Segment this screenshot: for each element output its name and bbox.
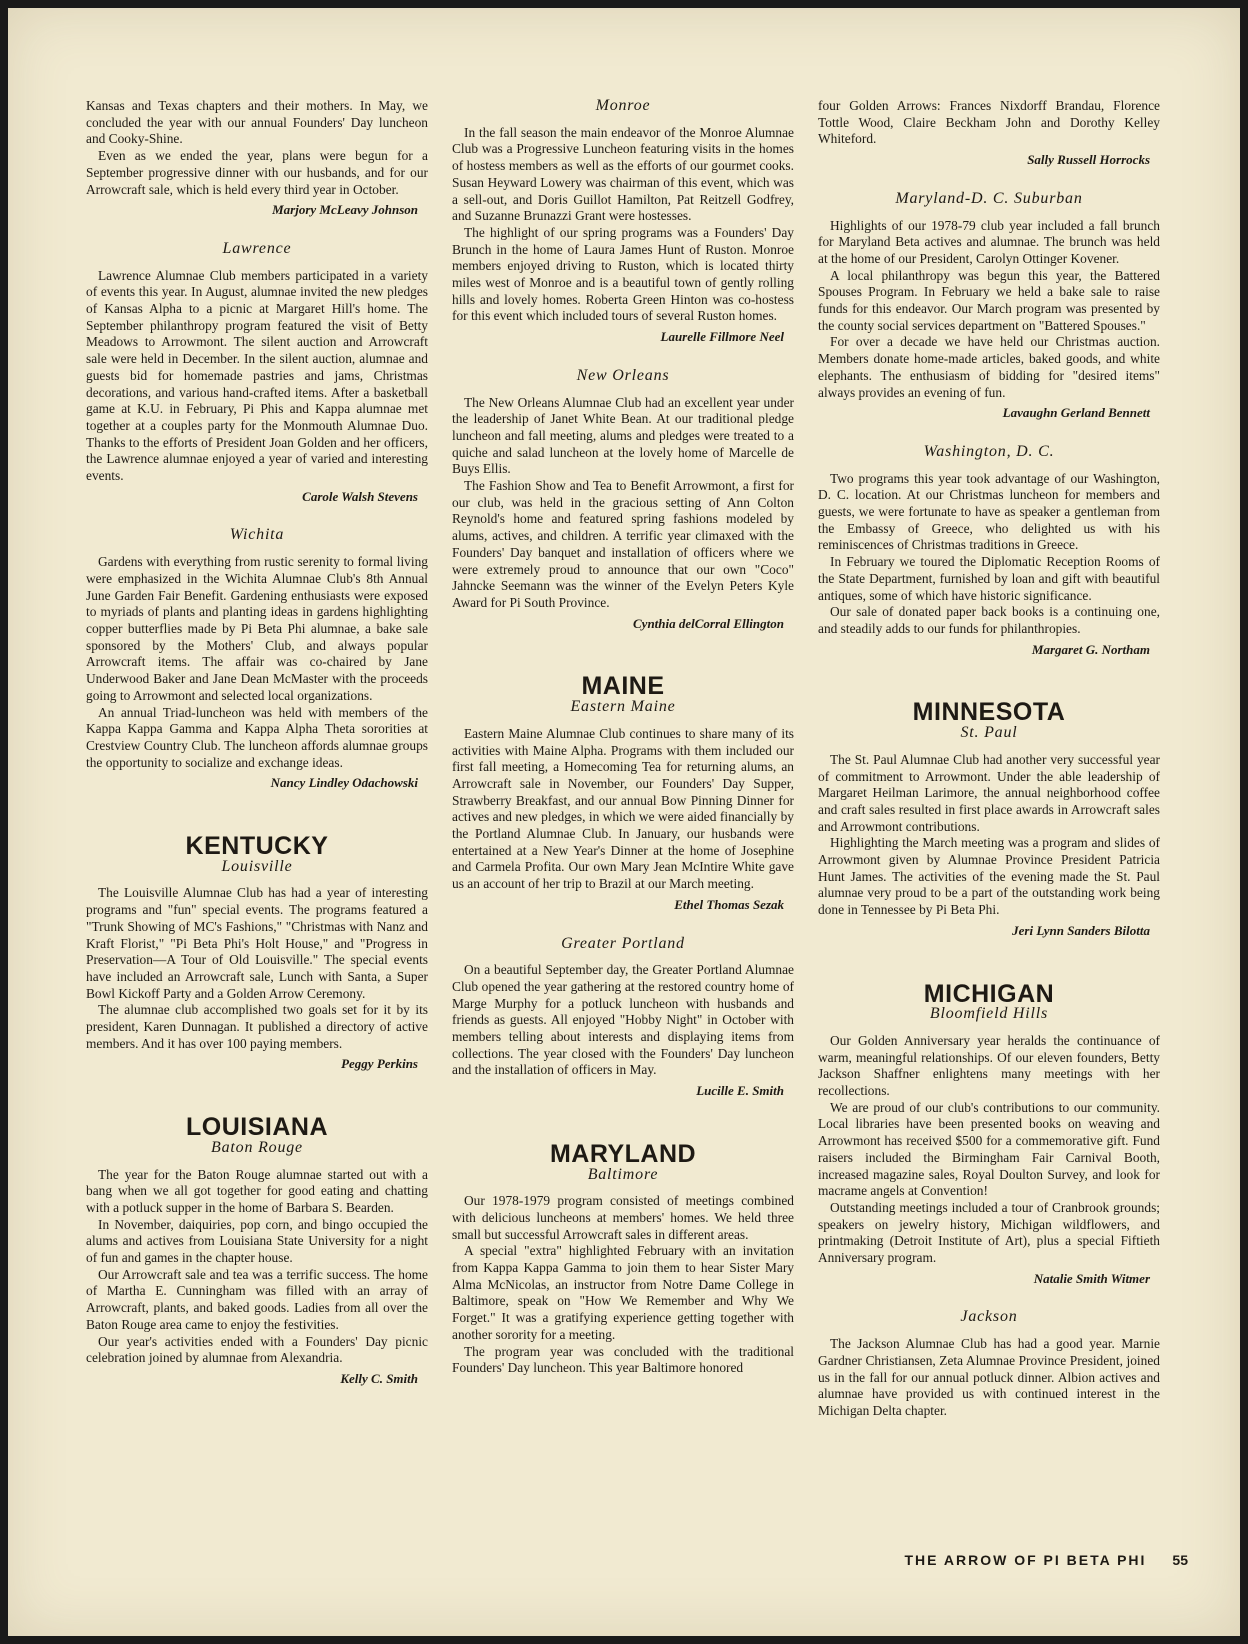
michigan-state-heading: MICHIGAN (923, 979, 1055, 1008)
jackson-paragraph-1: The Jackson Alumnae Club has had a good year. Marnie Gardner Christiansen, Zeta Alumnae Province President, joined us in the fall for our annual potluck dinner. Albion actives and alumnae have provided us with continued interest in the Michigan Delta chapter. (818, 1336, 1160, 1418)
new-orleans-signature: Cynthia delCorral Ellington (633, 615, 784, 631)
eastern-maine-heading: Eastern Maine (570, 698, 676, 716)
baton-rouge-signature: Kelly C. Smith (340, 1371, 418, 1386)
maryland-dc-paragraph-3: For over a decade we have held our Christmas auction. Members donate home-made articles, baked goods, and white elephants. The enthusiasm of bidding for "desired items" always provides an evening of fun. (818, 334, 1160, 400)
wichita-heading: Wichita (229, 526, 285, 544)
bloomfield-paragraph-3: Outstanding meetings included a tour of Cranbrook grounds; speakers on jewelry history, Michigan wildflowers, and printmaking (Detroit Institute of Art), plus a special Fiftieth Anniversary program. (818, 1199, 1160, 1266)
page-number: 55 (1172, 1552, 1188, 1568)
bloomfield-signature: Natalie Smith Witmer (1033, 1270, 1150, 1286)
footer-publication-title: THE ARROW OF PI BETA PHI (904, 1552, 1147, 1568)
greater-portland-paragraph-1: On a beautiful September day, the Greater Portland Alumnae Club opened the year gathering at the restored country home of Marge Murphy for a potluck luncheon with husbands and friends as guests. All enjoyed "Hobby Night" in October with members telling about interests and displaying items from collections. The year closed with the Founders' Day luncheon and the installation of officers in May. (452, 962, 794, 1078)
column-middle (452, 98, 794, 1377)
maryland-dc-paragraph-1: Highlights of our 1978-79 club year included a fall brunch for Maryland Beta actives and alumnae. The brunch was held at the home of our President, Carolyn Ottinger Kovener. (818, 217, 1160, 266)
baltimore-paragraph-1: Our 1978-1979 program consisted of meetings combined with delicious luncheons at members' homes. We held three small but successful Arrowcraft sales in different areas. (452, 1193, 794, 1242)
washington-paragraph-2: In February we toured the Diplomatic Reception Rooms of the State Department, furnished by loan and gift with beautiful antiques, some of which have historic significance. (818, 554, 1160, 603)
st-paul-heading: St. Paul (960, 724, 1018, 742)
monroe-paragraph-1: In the fall season the main endeavor of the Monroe Alumnae Club was a Progressive Luncheon featuring visits in the homes of hostess members as well as the efforts of our gourmet cooks. Susan Heyward Lowery was chairman of this event, which was a sell-out, and Doris Guillot Hamilton, Pat Reitzell Godfrey, and Suzanne Brunazzi Grant were hostesses. (452, 124, 794, 224)
monroe-signature: Laurelle Fillmore Neel (660, 329, 784, 345)
washington-dc-heading: Washington, D. C. (923, 442, 1055, 460)
maryland-dc-paragraph-2: A local philanthropy was begun this year, the Battered Spouses Program. In February we held a bake sale to raise funds for this endeavor. Our March program was presented by the county social services department on "Battered Spouses." (818, 267, 1160, 333)
monroe-heading: Monroe (595, 97, 651, 114)
lawrence-paragraph-1: Lawrence Alumnae Club members participated in a variety of events this year. In August, alumnae invited the new pledges of Kansas Alpha to a picnic at Margaret Hill's home. The September philanthropy program featured the visit of Betty Meadows to Arrowmont. The silent auction and Arrowcraft sale were held in December. In the silent auction, alumnae and guests bid for homemade pastries and jams, Christmas decorations, and various hand-crafted items. After a basketball game at K.U. in February, Pi Phis and Kappa alumnae met together at a couples party for the Monmouth Alumnae Duo. Thanks to the efforts of President Joan Golden and her officers, the Lawrence alumnae enjoyed a year of varied and interesting events. (86, 267, 428, 484)
louisville-paragraph-2: The alumnae club accomplished two goals set for it by its president, Karen Dunnagan. It published a directory of active members. And it has over 100 paying members. (86, 1002, 428, 1051)
column-left (86, 98, 428, 1388)
eastern-maine-signature: Ethel Thomas Sezak (674, 896, 784, 912)
bloomfield-paragraph-1: Our Golden Anniversary year heralds the continuance of warm, meaningful relationships. Of our eleven founders, Betty Jackson Shaffner enlightens many meetings with her recollections. (818, 1032, 1160, 1099)
washington-paragraph-1: Two programs this year took advantage of our Washington, D. C. location. At our Christmas luncheon for members and guests, we were fortunate to have as speaker a gentleman from the Embassy of Greece, who delighted us with his reminiscences of Christmas traditions in Greece. (818, 470, 1160, 553)
st-paul-signature: Jeri Lynn Sanders Bilotta (1012, 922, 1150, 938)
jackson-heading: Jackson (960, 1308, 1018, 1326)
baltimore-paragraph-3: The program year was concluded with the traditional Founders' Day luncheon. This year Baltimore honored (452, 1343, 794, 1376)
greater-portland-heading: Greater Portland (561, 934, 685, 952)
column-right (818, 98, 1160, 1420)
baton-rouge-paragraph-2: In November, daiquiries, pop corn, and bingo occupied the alums and actives from Louisiana State University for a night of fun and games in the chapter house. (86, 1216, 428, 1266)
maryland-dc-suburban-heading: Maryland-D. C. Suburban (895, 189, 1083, 207)
baton-rouge-heading: Baton Rouge (211, 1138, 303, 1156)
baltimore-signature: Sally Russell Horrocks (1027, 152, 1150, 168)
washington-paragraph-3: Our sale of donated paper back books is a continuing one, and steadily adds to our funds for philanthropies. (818, 604, 1160, 636)
louisiana-state-heading: LOUISIANA (186, 1113, 328, 1142)
new-orleans-paragraph-2: The Fashion Show and Tea to Benefit Arrowmont, a first for our club, was held in the gracious setting of Ann Colton Reynold's home and featured spring fashions modeled by alums, actives, and children. A terrific year climaxed with the Founders' Day banquet and installation of officers where we were extremely proud to announce that our own "Coco" Jahncke Seemann was the winner of the Evelyn Peters Kyle Award for Pi South Province. (452, 478, 794, 610)
wichita-paragraph-2: An annual Triad-luncheon was held with members of the Kappa Kappa Gamma and Kappa Alpha Theta sororities at Crestview Country Club. The luncheon affords alumnae groups the opportunity to socialize and exchange ideas. (86, 704, 428, 770)
greater-portland-signature: Lucille E. Smith (696, 1083, 784, 1099)
wichita-signature: Nancy Lindley Odachowski (270, 775, 418, 791)
louisville-heading: Louisville (221, 857, 293, 875)
baltimore-paragraph-2: A special "extra" highlighted February with an invitation from Kappa Kappa Gamma to join them to hear Sister Mary Alma McNicolas, an instructor from Notre Dame College in Baltimore, speak on "How We Remember and Why We Forget." It was a gratifying experience getting together with another sorority for a meeting. (452, 1243, 794, 1342)
maryland-dc-signature: Lavaughn Gerland Bennett (1002, 405, 1150, 421)
baltimore-paragraph-continued: four Golden Arrows: Frances Nixdorff Brandau, Florence Tottle Wood, Claire Beckham John and Dorothy Kelley Whiteford. (818, 98, 1160, 147)
page-footer (868, 1552, 1188, 1568)
wichita-paragraph-1: Gardens with everything from rustic serenity to formal living were emphasized in the Wichita Alumnae Club's 8th Annual June Garden Fair Benefit. Gardening enthusiasts were exposed to myriads of plants and planting ideas in gardens highlighting copper butterflies made by Pi Beta Phi alumnae, a bake sale sponsored by the Mothers' Club, and always popular Arrowcraft items. The affair was co-chaired by Jane Underwood Baker and Jane Dean McMaster with the proceeds going to Arrowmont and selected local organizations. (86, 554, 428, 703)
maine-state-heading: MAINE (581, 672, 665, 701)
magazine-page (8, 8, 1240, 1636)
kansas-paragraph-1: Kansas and Texas chapters and their mothers. In May, we concluded the year with our annual Founders' Day luncheon and Cooky-Shine. (86, 98, 428, 147)
eastern-maine-paragraph-1: Eastern Maine Alumnae Club continues to share many of its activities with Maine Alpha. Programs with them included our first fall meeting, a Homecoming Tea for returning alums, an Arrowcraft sale in November, our Founders' Day Supper, Strawberry Breakfast, and our annual Bow Pinning Dinner for actives and new pledges, in which we were aided financially by the Portland Alumnae Club. In January, our husbands were entertained at a New Year's Dinner at the home of Josephine and Carmela Profita. Our own Mary Jean McIntire White gave us an account of her trip to Brazil at our March meeting. (452, 725, 794, 892)
kansas-signature: Marjory McLeavy Johnson (272, 202, 418, 218)
baton-rouge-paragraph-1: The year for the Baton Rouge alumnae started out with a bang when we all got together for good eating and chatting with a potluck supper in the home of Barbara S. Bearden. (86, 1166, 428, 1215)
kansas-paragraph-2: Even as we ended the year, plans were begun for a September progressive dinner with our husbands, and for our Arrowcraft sale, which is held every third year in October. (86, 148, 428, 197)
bloomfield-paragraph-2: We are proud of our club's contributions to our community. Local libraries have been presented books on weaving and Arrowmont has received $500 for a commemorative gift. Fund raisers included the Birmingham Fair Carnival Booth, increased magazine sales, Royal Doulton Survey, and look for macrame angels at Convention! (818, 1099, 1160, 1199)
monroe-paragraph-2: The highlight of our spring programs was a Founders' Day Brunch in the home of Laura James Hunt of Ruston. Monroe members enjoyed driving to Ruston, which is located thirty miles west of Monroe and is a beautiful town of gently rolling hills and lovely homes. Roberta Green Hinton was co-hostess for this event which included tours of several Ruston homes. (452, 224, 794, 324)
baltimore-heading: Baltimore (587, 1165, 659, 1183)
st-paul-paragraph-2: Highlighting the March meeting was a program and slides of Arrowmont given by Alumnae Province President Patricia Hunt James. The activities of the evening made the St. Paul alumnae very proud to be a part of the outstanding work being done in Tennessee by Pi Beta Phi. (818, 835, 1160, 918)
minnesota-state-heading: MINNESOTA (912, 698, 1066, 727)
new-orleans-heading: New Orleans (576, 366, 670, 384)
louisville-paragraph-1: The Louisville Alumnae Club has had a year of interesting programs and "fun" special events. The programs featured a "Trunk Showing of MC's Fashions," "Christmas with Nanz and Kraft Florist," "Pi Beta Phi's Holt House," and "Progress in Preservation—A Tour of Old Louisville." The special events have included an Arrowcraft sale, Lunch with Santa, a Super Bowl Kickoff Party and a Golden Arrow Ceremony. (86, 885, 428, 1001)
louisville-signature: Peggy Perkins (341, 1056, 418, 1072)
lawrence-heading: Lawrence (222, 239, 292, 257)
baton-rouge-paragraph-4: Our year's activities ended with a Founders' Day picnic celebration joined by alumnae from Alexandria. (86, 1333, 428, 1366)
lawrence-signature: Carole Walsh Stevens (302, 488, 418, 504)
new-orleans-paragraph-1: The New Orleans Alumnae Club had an excellent year under the leadership of Janet White Bean. At our traditional pledge luncheon and fall meeting, alums and pledges were treated to a quiche and salad luncheon at the lovely home of Marcelle de Buys Ellis. (452, 394, 794, 477)
maryland-state-heading: MARYLAND (549, 1139, 697, 1168)
baton-rouge-paragraph-3: Our Arrowcraft sale and tea was a terrific success. The home of Martha E. Cunningham was filled with an array of Arrowcraft, plants, and baked goods. Ladies from all over the Baton Rouge area came to enjoy the festivities. (86, 1266, 428, 1332)
bloomfield-hills-heading: Bloomfield Hills (929, 1005, 1049, 1023)
washington-signature: Margaret G. Northam (1031, 641, 1150, 657)
st-paul-paragraph-1: The St. Paul Alumnae Club had another very successful year of commitment to Arrowmont. Under the able leadership of Margaret Heilman Larimore, the annual neighborhood coffee and craft sales resulted in first place awards in Arrowcraft sales and Arrowmont contributions. (818, 751, 1160, 834)
kentucky-state-heading: KENTUCKY (185, 832, 329, 861)
